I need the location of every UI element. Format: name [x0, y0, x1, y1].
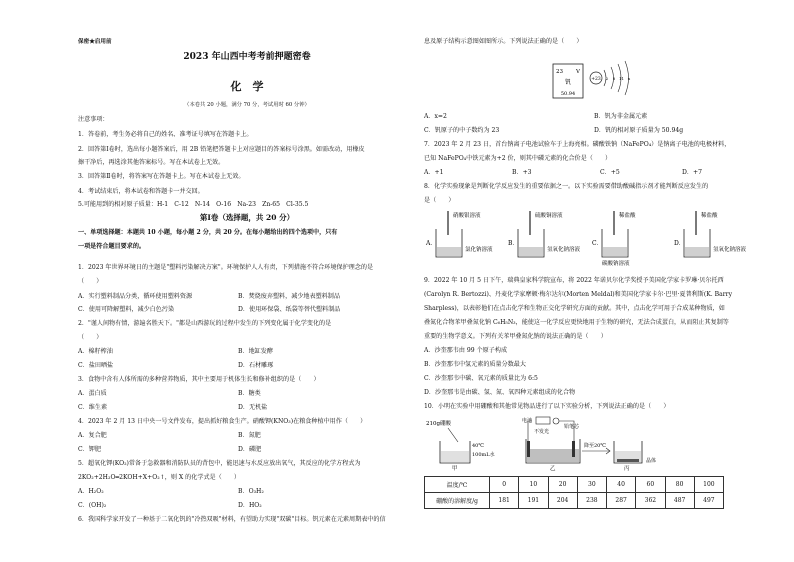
exam-title: 2023 年山西中考考前押题密卷 [183, 52, 311, 62]
note-4: 4．考试结束后，将本试卷和答题卡一并交回。 [78, 188, 204, 195]
q10-bing-crystal-label: 晶体 [646, 458, 657, 464]
q10-pencil-label: 铅笔芯 [564, 424, 580, 430]
shell-count-4: x [627, 76, 631, 81]
temp-cell: 80 [665, 477, 694, 493]
q9-stem-5: 重要的生物学意义。下列有关苯甲叠氮化钠的说法正确的是（ ） [424, 333, 607, 340]
q8-setup-c [592, 211, 636, 267]
q4-stem: 4．2023 年 2 月 13 日中央一号文件发布，提出抓好粮食生产。硝酸钾(KNO₃)在粮食种植中用作（ ） [78, 418, 367, 425]
q8-d-drop-label: 稀盐酸 [701, 213, 718, 219]
bulb-icon [553, 418, 559, 424]
part1-title: 第Ⅰ卷（选择题，共 20 分） [199, 213, 295, 222]
q5-option-c: C．(OH)₂ [78, 502, 107, 509]
q9-option-b: B．沙奎那韦中氢元素的质量分数最大 [424, 361, 526, 368]
element-symbol: V [576, 69, 580, 75]
q8-a-beaker-label: 氯化钠溶液 [465, 247, 493, 253]
q6-stem-continued: 息及原子结构示意图如图所示。下列说法正确的是（ ） [424, 38, 583, 45]
q8-d-beaker-label: 氢氧化钠溶液 [713, 247, 747, 253]
q3-option-c: C．维生素 [78, 404, 108, 411]
q3-option-a: A．蛋白质 [78, 390, 107, 397]
q6-option-b: B．钒为非金属元素 [594, 113, 648, 120]
notes-title: 注意事项： [78, 116, 109, 123]
q9-option-a: A．沙奎那韦由 99 个原子构成 [424, 347, 508, 354]
solubility-cell: 287 [607, 493, 636, 509]
q1-option-a: A．实行塑料制品分类，循环使用塑料资源 [78, 293, 193, 300]
q8-setup-b [508, 211, 581, 257]
solubility-table [424, 476, 724, 509]
section-instruction-b: 一项是符合题目要求的。 [78, 243, 146, 250]
solubility-cell: 362 [636, 493, 665, 509]
table-row [425, 493, 724, 509]
subject-title: 化 学 [230, 80, 264, 93]
q2-option-d: D．石材雕琢 [238, 362, 274, 369]
electrode-right [572, 441, 575, 457]
q7-option-c: C．+5 [600, 169, 620, 176]
q1-paren: （ ） [78, 278, 103, 285]
q10-bulb-label: 不发光 [534, 429, 550, 435]
q8-c-beaker-label: 碳酸钠溶液 [602, 261, 630, 267]
q10-jia-label: 甲 [452, 466, 458, 471]
battery-icon [536, 417, 550, 424]
q8-option-c: C． [592, 240, 603, 247]
q6-option-d: D．钒的相对原子质量为 50.94g [594, 127, 684, 134]
q1-option-d: D．使用环保袋、纸袋等替代塑料制品 [238, 306, 341, 313]
q3-option-d: D．无机盐 [238, 404, 268, 411]
electrode-left [527, 441, 530, 457]
q6-stem: 6．我国科学家开发了一种基于二氧化钒的"冷热双吸"材料，有望助力实现"双碳"目标。钒元素在元素周期表中的信 [78, 516, 386, 523]
liquid-yi [527, 449, 579, 462]
q10-stem: 10．小明在实验中用硼酸和其他常见物品进行了以下实验分析，下列说法正确的是（ ） [424, 403, 670, 410]
q10-yi-label: 乙 [550, 466, 556, 471]
q7-stem: 7．2023 年 2 月 23 日，首台钠离子电池试验车于上海亮相。磷酸铁钠（NaFePO₄）是钠离子电池的电极材料， [424, 141, 731, 148]
temp-cell: 30 [577, 477, 606, 493]
q10-jia-arrow [448, 428, 458, 442]
q8-a-drop-label: 硝酸银溶液 [453, 213, 481, 219]
q8-option-a: A． [426, 240, 437, 247]
q8-stem: 8．化学实验现象是判断化学反应发生的重要依据之一。以下实验需要借助酸碱指示剂才能判断反应发生的 [424, 183, 709, 190]
q1-option-b: B．焚烧废弃塑料，减少地表塑料制品 [238, 293, 340, 300]
q6-option-c: C．钒原子的中子数约为 23 [424, 127, 500, 134]
q5-equation: 2KO₂+2H₂O═2KOH+X+O₂↑，则 X 的化学式是（ ） [78, 474, 241, 481]
q10-jia-temp: 40℃ [472, 443, 484, 449]
solubility-cell: 238 [577, 493, 606, 509]
secret-mark: 保密★启用前 [78, 39, 112, 45]
left-column [78, 0, 416, 562]
q5-option-d: D．HO₂ [238, 502, 262, 509]
temp-cell: 100 [694, 477, 723, 493]
q10-jia-water: 100mL水 [472, 452, 495, 458]
q10-setup-jia [426, 419, 495, 471]
q2-option-b: B．地缸发酵 [238, 348, 273, 355]
shell-count-1: 2 [605, 76, 609, 81]
q8-setup-d [674, 211, 747, 257]
q2-option-a: A．棉籽榨油 [78, 348, 113, 355]
nucleus-charge: +23 [591, 77, 601, 82]
section-instruction-a: 一、单项选择题：本题共 10 小题，每小题 2 分，共 20 分。在每小题给出的四个选项中，只有 [78, 229, 338, 236]
q5-stem: 5．超氧化钾(KO₂)常备于急救器和消防队员的背包中，能迅速与水反应放出氧气，其反应的化学方程式为 [78, 460, 361, 467]
q10-jia-add-label: 210g硼酸 [426, 421, 452, 427]
q10-setup-yi [522, 417, 580, 471]
note-2b: 擦干净后，再选涂其他答案标号。写在本试卷上无效。 [78, 159, 225, 166]
liquid-b [519, 247, 543, 256]
q3-option-b: B．糖类 [238, 390, 261, 397]
temp-cell: 40 [607, 477, 636, 493]
q7-option-b: B．+3 [512, 169, 532, 176]
q8-c-drop-label: 稀盐酸 [619, 213, 636, 219]
q10-bing-cool-label: 降至20℃ [584, 443, 606, 449]
q3-stem: 3．食物中含有人体所需的多种营养物质，其中主要用于机体生长和修补组织的是（ ） [78, 376, 320, 383]
liquid-a [437, 247, 461, 256]
q9-stem-2: (Carolyn R. Bertozzi)、丹麦化学家摩顿·梅尔达尔(Morten Meldal)和美国化学家卡尔·巴里·夏普利斯(K. Barry [424, 291, 733, 298]
wire-left [528, 421, 532, 443]
note-3: 3．回答第Ⅱ卷时，将答案写在答题卡上。写在本试卷上无效。 [78, 173, 245, 180]
exam-meta: （本卷共 20 小题，满分 70 分，考试用时 60 分钟） [184, 102, 310, 108]
liquid-c [603, 247, 627, 256]
temp-cell: 10 [519, 477, 548, 493]
q9-stem-4: 叠氮化合物苯甲叠氮化钠 C₆H₅N₃，能使这一化学反应更快地用于生物的研究，无法合成蛋白，从而阻止其复制等 [424, 319, 729, 326]
crystals-bing [617, 459, 639, 462]
solubility-cell: 204 [548, 493, 577, 509]
q5-option-b: B．O₃H₂ [238, 488, 264, 495]
q8-b-drop-label: 硫酸铜溶液 [535, 213, 563, 219]
right-column [424, 0, 764, 562]
element-number: 23 [556, 69, 563, 75]
q8-experiments-figure [424, 207, 764, 269]
element-name: 钒 [564, 79, 572, 86]
liquid-jia [441, 451, 469, 462]
q10-setup-bing [582, 441, 656, 471]
q8-option-b: B． [508, 240, 519, 247]
temp-cell: 60 [636, 477, 665, 493]
q8-option-d: D． [674, 240, 685, 247]
temp-cell: 20 [548, 477, 577, 493]
q9-option-d: D．沙奎那韦是由碳、氢、氮、氧四种元素组成的化合物 [424, 389, 576, 396]
q1-stem: 1．2023 年世界环境日的主题是"塑料污染解决方案"。环境保护人人有责，下列措施不符合环境保护理念的是 [78, 264, 374, 271]
table-row [425, 477, 724, 493]
q8-b-beaker-label: 氢氧化钠溶液 [547, 247, 581, 253]
note-5: 5.可能用到的相对原子质量：H-1 C-12 N-14 O-16 Na-23 Zn-65 Cl-35.5 [78, 201, 309, 208]
liquid-d [685, 247, 709, 256]
q10-battery-label: 电池 [522, 418, 533, 424]
element-mass: 50.94 [560, 91, 576, 97]
note-2a: 2．回答第Ⅰ卷时，选出每小题答案后，用 2B 铅笔把答题卡上对应题目的答案标号涂黑。如需改动，用橡皮 [78, 146, 365, 153]
temp-cell: 0 [490, 477, 519, 493]
q4-option-d: D．磷肥 [238, 446, 262, 453]
solubility-cell: 191 [519, 493, 548, 509]
solubility-cell: 487 [665, 493, 694, 509]
shell-count-2: 8 [612, 76, 616, 81]
solubility-cell: 497 [694, 493, 723, 509]
q4-option-a: A．复合肥 [78, 432, 107, 439]
q4-option-c: C．钾肥 [78, 446, 101, 453]
q7-option-d: D．+7 [682, 169, 702, 176]
q7-option-a: A．+1 [424, 169, 444, 176]
q10-experiment-figure [424, 413, 694, 471]
q2-stem: 2．"谨人间物有情，游遍名胜天下。"都是山西游玩的过程中发生的下列变化属于化学变化的是 [78, 320, 332, 327]
q8-setup-a [425, 211, 493, 257]
q6-vanadium-figure [552, 52, 636, 100]
q9-stem-3: Sharpless)，以表彰他们在点击化学和生物正交化学研究方面的贡献。其中，点击化学可用于合成某种物质，如 [424, 305, 725, 312]
note-1: 1．答卷前，考生务必将自己的姓名、准考证号填写在答题卡上。 [78, 131, 253, 138]
q1-option-c: C．使用可降解塑料，减少白色污染 [78, 306, 175, 313]
table-header-solubility: 硼酸的溶解度/g [425, 493, 490, 509]
q2-option-c: C．盐田晒盐 [78, 362, 114, 369]
q9-stem-1: 9．2022 年 10 月 5 日下午，瑞典皇家科学院宣布，将 2022 年诺贝尔化学奖授予美国化学家卡罗琳·贝尔托西 [424, 277, 724, 284]
q5-option-a: A．H₂O₂ [78, 488, 104, 495]
q9-option-c: C．沙奎那韦中碳、氧元素的质量比为 6:5 [424, 375, 538, 382]
shell-count-3: 11 [618, 76, 625, 81]
q2-paren: （ ） [78, 334, 103, 341]
q8-stem-continued: 是（ ） [424, 197, 455, 204]
solubility-cell: 181 [490, 493, 519, 509]
table-header-temp: 温度/℃ [425, 477, 490, 493]
q4-option-b: B．氮肥 [238, 432, 261, 439]
q10-bing-label: 丙 [624, 466, 630, 471]
q7-stem-continued: 已知 NaFePO₄中铁元素为+2 价，则其中磷元素的化合价是（ ） [424, 155, 612, 162]
q6-option-a: A．x=2 [424, 113, 447, 120]
